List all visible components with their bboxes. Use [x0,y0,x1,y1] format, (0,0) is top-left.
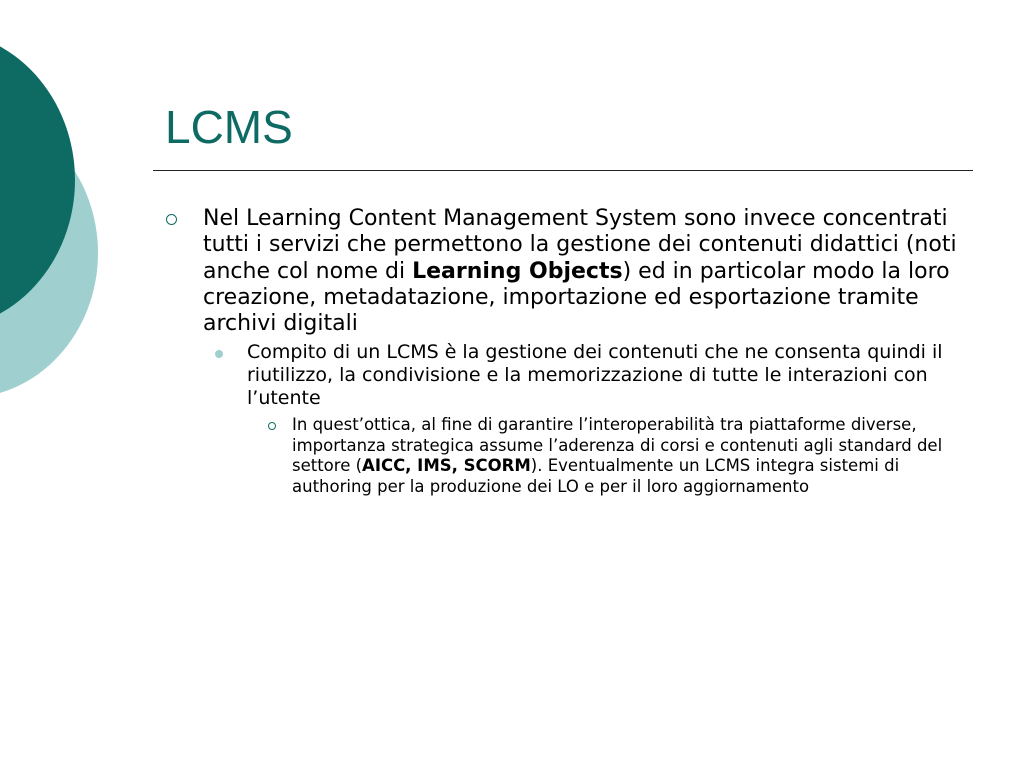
bullet-text [203,206,957,336]
bullet-level-3 [160,415,970,497]
bullet-text: Compito di un LCMS è la gestione dei contenuti che ne consenta quindi il riutilizzo, la condivisione e la memorizzazione di tutte le interazioni con l’utente [247,341,943,410]
bullet-text-part: ). Eventualmente un LCMS integra sistemi di authoring per la produzione dei LO e per il loro aggiornamento [292,456,900,496]
filled-dot-bullet-icon [215,350,223,358]
bullet-level-2 [160,341,970,410]
bullet-bold-term: Learning Objects [412,258,623,284]
bullet-text-part: Nel Learning Content Management System sono invece concentrati tutti i servizi che permettono la gestione dei contenuti didattici (noti anche col nome di [203,206,957,284]
bullet-text [292,415,942,495]
title-divider [153,170,973,171]
bullet-level-1 [160,206,970,337]
small-hollow-circle-bullet-icon [268,422,276,430]
slide-title: LCMS [165,101,293,153]
bullet-text-part: ) ed in particolar modo la loro creazione, metadatazione, importazione ed esportazione tramite archivi digitali [203,258,950,337]
bullet-bold-term: AICC, IMS, SCORM [362,456,531,476]
hollow-circle-bullet-icon [166,214,177,225]
slide-body [160,206,970,497]
bullet-text-part: In quest’ottica, al fine di garantire l’interoperabilità tra piattaforme diverse, importanza strategica assume l’aderenza di corsi e contenuti agli standard del settore ( [292,415,943,476]
